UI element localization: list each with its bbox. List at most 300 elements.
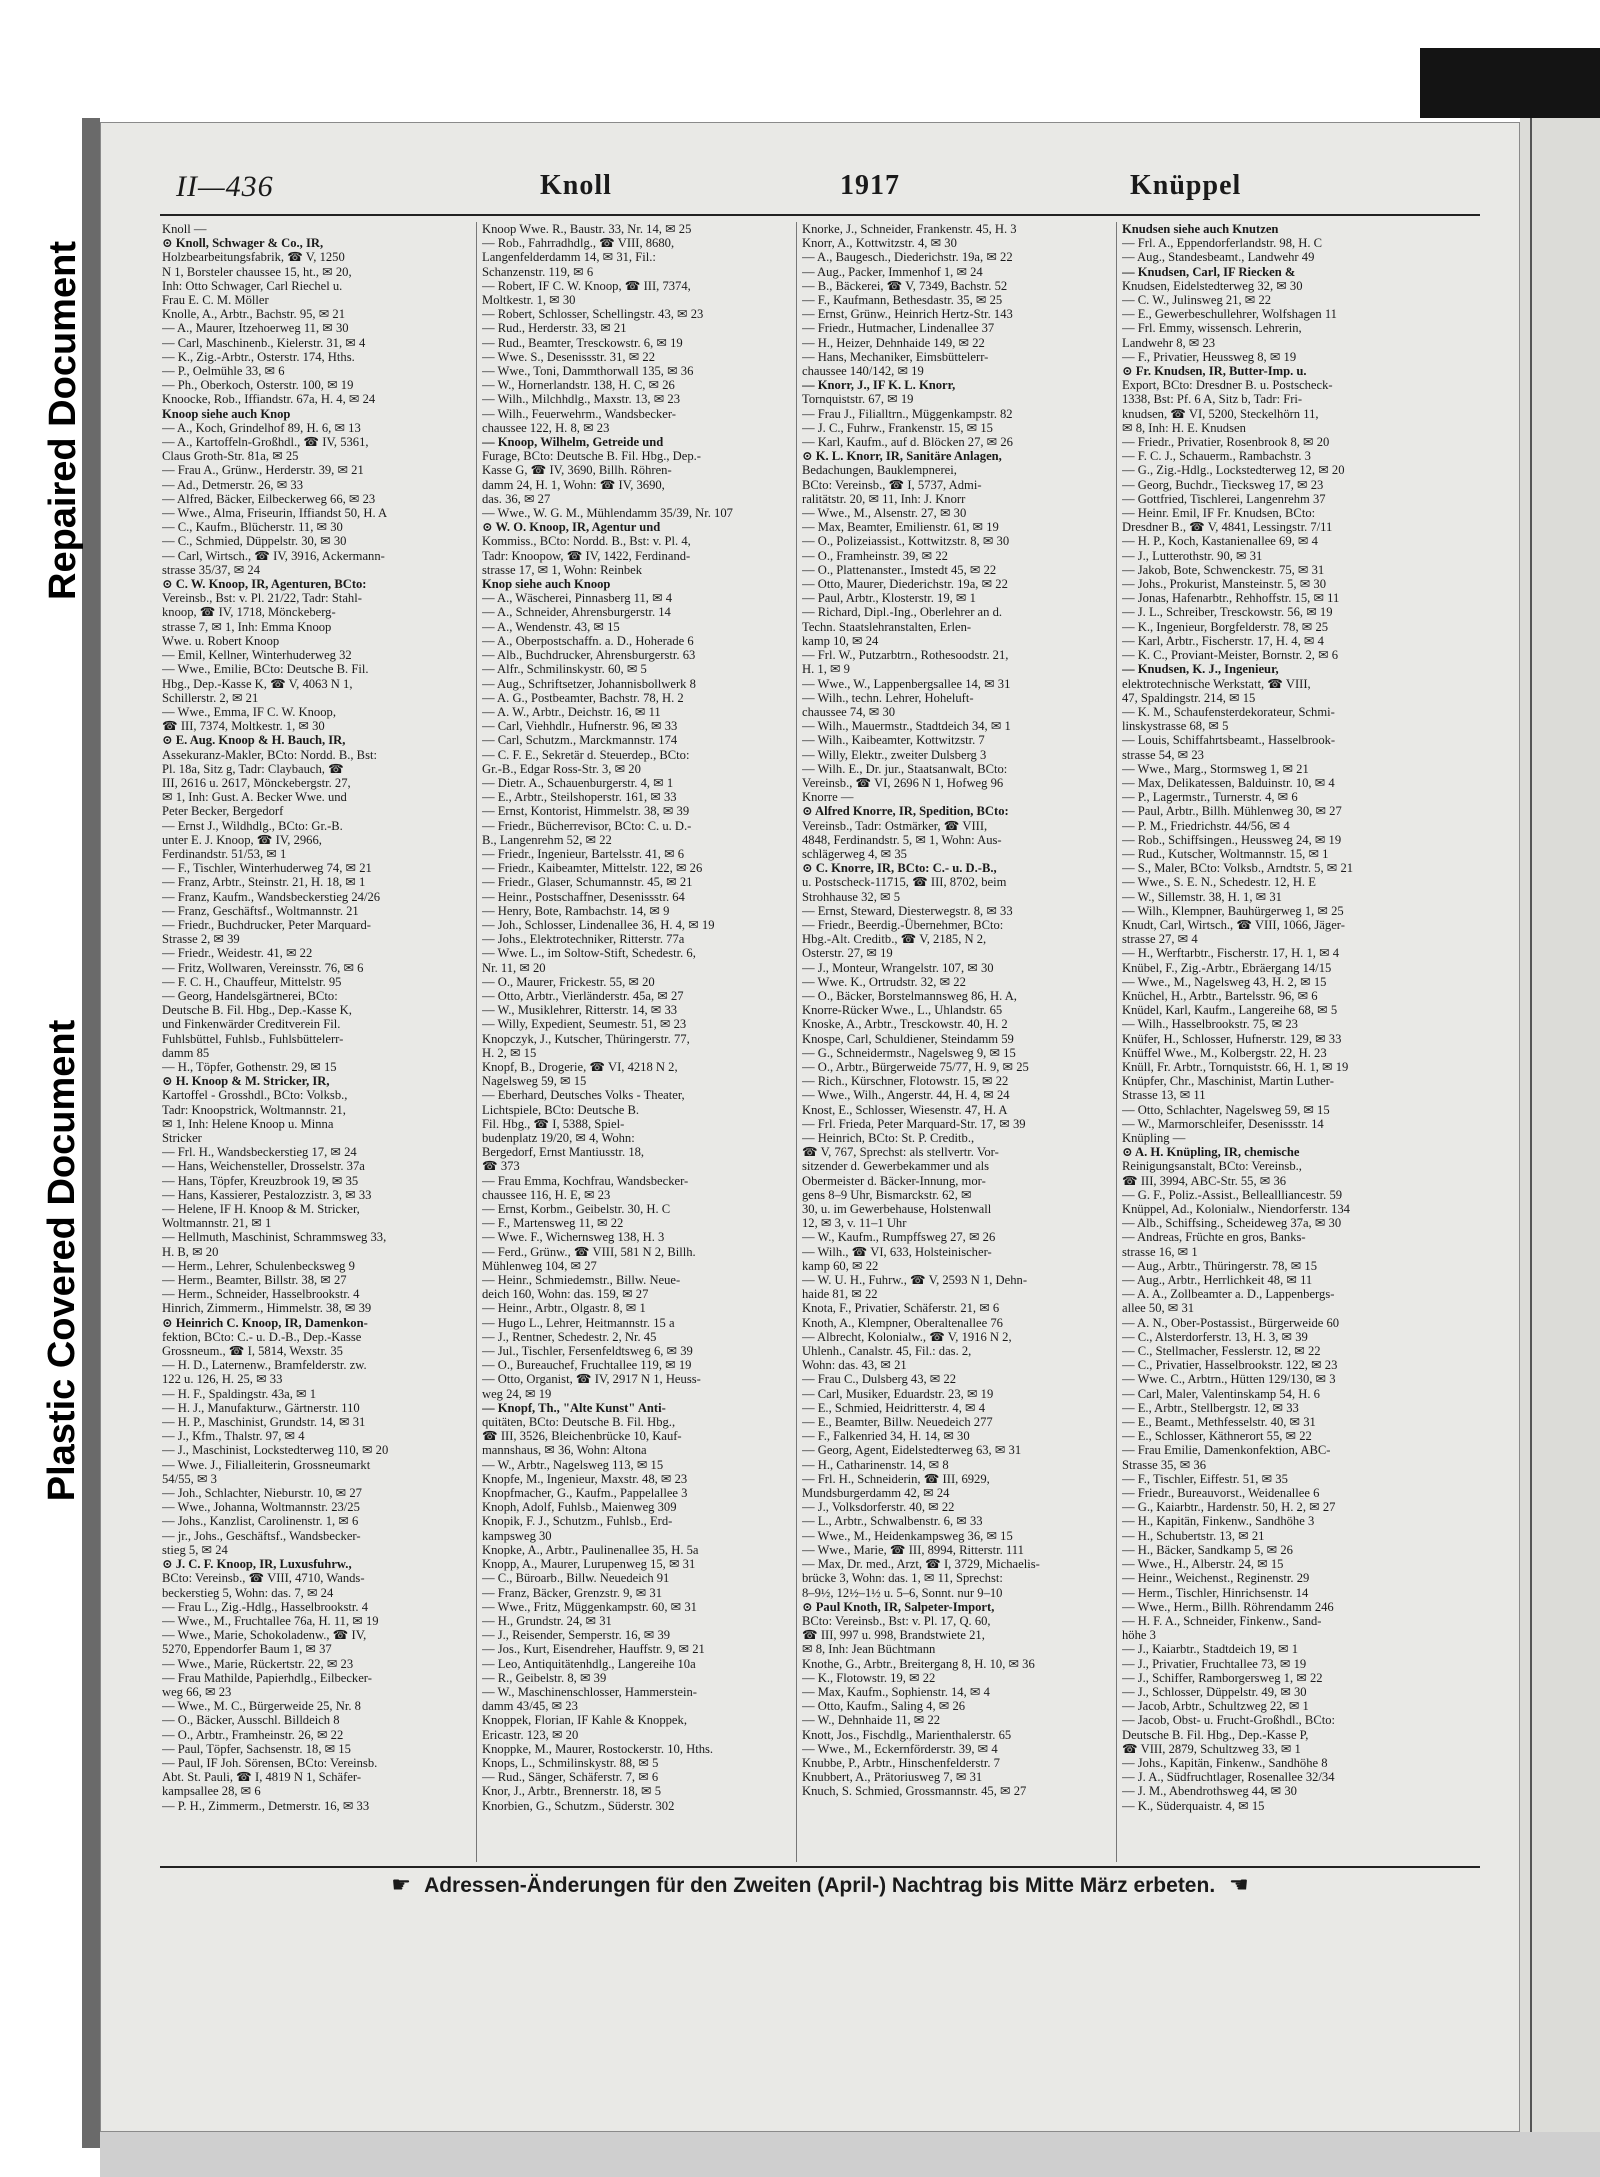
directory-entry: das. 36, ✉ 27 — [482, 491, 551, 506]
directory-entry: Knop siehe auch Knoop — [482, 577, 611, 592]
directory-entry: — W., Hornerlandstr. 138, H. C, ✉ 26 — [482, 378, 675, 393]
directory-entry: schlägerweg 4, ✉ 35 — [802, 846, 907, 861]
directory-entry: — Frau L., Zig.-Hdlg., Hasselbrookstr. 4 — [162, 1599, 369, 1614]
directory-entry: — Heinrich, BCto: St. P. Creditb., — [802, 1131, 975, 1145]
directory-entry: — H. J., Manufakturw., Gärtnerstr. 110 — [162, 1400, 360, 1415]
directory-entry: Strasse 13, ✉ 11 — [1122, 1088, 1206, 1103]
directory-entry: — Frl. Frieda, Peter Marquard-Str. 17, ✉ 39 — [802, 1116, 1026, 1131]
directory-entry: BCto: Vereinsb., Bst: v. Pl. 17, Q. 60, — [802, 1613, 991, 1628]
directory-entry: 54/55, ✉ 3 — [162, 1471, 217, 1486]
column-divider — [796, 222, 797, 1862]
directory-entry: höhe 3 — [1122, 1628, 1156, 1643]
directory-entry: Tornquiststr. 67, ✉ 19 — [802, 392, 914, 407]
directory-entry: — Frl. W., Putzarbtrn., Rothesoodstr. 21, — [802, 648, 1009, 663]
directory-entry: allee 50, ✉ 31 — [1122, 1301, 1195, 1316]
directory-entry: III, 2616 u. 2617, Mönckebergstr. 27, — [162, 775, 351, 790]
directory-entry: strasse 35/37, ✉ 24 — [162, 562, 261, 577]
directory-entry: strasse 54, ✉ 23 — [1122, 747, 1204, 762]
directory-entry: — Knudsen, K. J., Ingenieur, — [1122, 662, 1279, 677]
directory-entry: — Wwe., M., Fruchtallee 76a, H. 11, ✉ 19 — [162, 1613, 379, 1628]
directory-entry: Gr.-B., Edgar Ross-Str. 3, ✉ 20 — [482, 761, 641, 776]
directory-entry: — C., Kaufm., Blücherstr. 11, ✉ 30 — [162, 520, 343, 535]
directory-entry: — Knorr, J., IF K. L. Knorr, — [802, 378, 956, 393]
directory-entry: — Jul., Tischler, Fersenfeldtsweg 6, ✉ 39 — [482, 1344, 693, 1359]
column-divider — [476, 222, 477, 1862]
directory-entry: Knoppke, M., Maurer, Rostockerstr. 10, Hths. — [482, 1741, 714, 1756]
directory-entry: — Fritz, Wollwaren, Vereinsstr. 76, ✉ 6 — [162, 960, 364, 975]
plastic-covered-text: Plastic Covered Document — [41, 1019, 84, 1501]
directory-entry: — A. G., Postbeamter, Bachstr. 78, H. 2 — [482, 690, 684, 705]
directory-entry: Knüdel, Karl, Kaufm., Langereihe 68, ✉ 5 — [1122, 1003, 1338, 1018]
directory-entry: Knorbien, G., Schutzm., Süderstr. 302 — [482, 1798, 675, 1813]
directory-entry: Ericastr. 123, ✉ 20 — [482, 1727, 579, 1742]
directory-entry: weg 66, ✉ 23 — [162, 1684, 232, 1699]
directory-entry: ⊙ H. Knoop & M. Stricker, IR, — [162, 1074, 330, 1089]
directory-entry: Grossneum., ☎ I, 5814, Wexstr. 35 — [162, 1344, 343, 1359]
directory-entry: Holzbearbeitungsfabrik, ☎ V, 1250 — [162, 250, 345, 265]
directory-entry: — H. P., Maschinist, Grundstr. 14, ✉ 31 — [162, 1415, 366, 1430]
directory-entry: brücke 3, Wohn: das. 1, ✉ 11, Sprechst: — [802, 1571, 1003, 1586]
directory-entry: linskystrasse 68, ✉ 5 — [1122, 719, 1229, 734]
directory-entry: Abt. St. Pauli, ☎ I, 4819 N 1, Schäfer- — [162, 1770, 362, 1785]
directory-entry: — Franz, Arbtr., Steinstr. 21, H. 18, ✉ 1 — [162, 875, 366, 890]
directory-entry: Knoske, A., Arbtr., Tresckowstr. 40, H. 2 — [802, 1017, 1008, 1032]
directory-entry: — Heinr. Emil, IF Fr. Knudsen, BCto: — [1122, 506, 1316, 521]
directory-entry: Nr. 11, ✉ 20 — [482, 960, 546, 975]
directory-entry: — Jacob, Obst- u. Frucht-Großhdl., BCto: — [1122, 1713, 1336, 1728]
directory-entry: strasse 16, ✉ 1 — [1122, 1244, 1198, 1259]
directory-entry: 47, Spaldingstr. 214, ✉ 15 — [1122, 690, 1256, 705]
directory-entry: Strasse 35, ✉ 36 — [1122, 1457, 1207, 1472]
directory-entry: Knopf, B., Drogerie, ☎ VI, 4218 N 2, — [482, 1059, 678, 1074]
directory-entry: — Carl, Wirtsch., ☎ IV, 3916, Ackermann- — [162, 548, 385, 563]
directory-entry: Knopfe, M., Ingenieur, Maxstr. 48, ✉ 23 — [482, 1471, 688, 1486]
directory-entry: — J., Monteur, Wrangelstr. 107, ✉ 30 — [802, 960, 994, 975]
directory-entry: — Ernst, Steward, Diesterwegstr. 8, ✉ 33 — [802, 903, 1013, 918]
directory-entry: Mundsburgerdamm 42, ✉ 24 — [802, 1486, 950, 1501]
directory-entry: Bergedorf, Ernst Mantiusstr. 18, — [482, 1145, 645, 1160]
directory-entry: — H., Bäcker, Sandkamp 5, ✉ 26 — [1122, 1542, 1293, 1557]
directory-entry: — Heinr., Postschaffner, Desenissstr. 64 — [482, 889, 685, 904]
directory-entry: strasse 7, ✉ 1, Inh: Emma Knoop — [162, 619, 332, 634]
directory-entry: — F., Martensweg 11, ✉ 22 — [482, 1216, 624, 1231]
directory-entry: — Wwe., Herm., Billh. Röhrendamm 246 — [1122, 1599, 1334, 1614]
directory-entry: — C., Schmied, Düppelstr. 30, ✉ 30 — [162, 534, 347, 549]
directory-entry: — H., Grundstr. 24, ✉ 31 — [482, 1613, 612, 1628]
directory-entry: — Wilh. E., Dr. jur., Staatsanwalt, BCto: — [802, 761, 1008, 776]
directory-entry: — Frau Emilie, Damenkonfektion, ABC- — [1122, 1443, 1331, 1458]
directory-entry: Knoocke, Rob., Iffiandstr. 67a, H. 4, ✉ 24 — [162, 392, 376, 407]
directory-entry: Knopfmacher, G., Kaufm., Pappelallee 3 — [482, 1486, 688, 1501]
directory-entry: — Heinr., Schmiedemstr., Billw. Neue- — [482, 1273, 681, 1288]
directory-entry: weg 24, ✉ 19 — [482, 1386, 552, 1401]
directory-entry: ⊙ A. H. Knüpling, IR, chemische — [1122, 1145, 1300, 1160]
directory-entry: ⊙ W. O. Knoop, IR, Agentur und — [482, 520, 661, 535]
directory-entry: stieg 5, ✉ 24 — [162, 1542, 228, 1557]
directory-entry: ⊙ Alfred Knorre, IR, Spedition, BCto: — [802, 804, 1009, 819]
directory-entry: — O., Bureauchef, Fruchtallee 119, ✉ 19 — [482, 1358, 692, 1373]
directory-entry: Wwe. u. Robert Knoop — [162, 633, 280, 648]
directory-entry: — W., Marmorschleifer, Desenissstr. 14 — [1122, 1116, 1324, 1131]
directory-entry: — A. A., Zollbeamter a. D., Lappenbergs- — [1122, 1287, 1335, 1302]
directory-entry: Knorke, J., Schneider, Frankenstr. 45, H. 3 — [802, 222, 1017, 236]
directory-entry: — Johs., Elektrotechniker, Ritterstr. 77a — [482, 932, 685, 947]
directory-entry: ✉ 1, Inh: Gust. A. Becker Wwe. und — [162, 790, 347, 805]
directory-entry: Knorr, A., Kottwitzstr. 4, ✉ 30 — [802, 236, 957, 251]
directory-entry: — Paul, Töpfer, Sachsenstr. 18, ✉ 15 — [162, 1741, 351, 1756]
directory-entry: N 1, Borsteler chaussee 15, ht., ✉ 20, — [162, 264, 352, 279]
directory-entry: — Carl, Maschinenb., Kielerstr. 31, ✉ 4 — [162, 335, 366, 350]
directory-entry: Langenfelderdamm 14, ✉ 31, Fil.: — [482, 250, 656, 265]
directory-entry: — Wwe., M., Alsenstr. 27, ✉ 30 — [802, 506, 967, 521]
directory-entry: — A. N., Ober-Postassist., Bürgerweide 60 — [1122, 1315, 1340, 1330]
directory-entry: BCto: Vereinsb., ☎ I, 5737, Admi- — [802, 477, 982, 492]
directory-entry: strasse 27, ✉ 4 — [1122, 932, 1198, 947]
directory-entry: — G., Kaiarbtr., Hardenstr. 50, H. 2, ✉ 27 — [1122, 1500, 1336, 1515]
directory-entry: — G., Schneidermstr., Nagelsweg 9, ✉ 15 — [802, 1045, 1016, 1060]
directory-entry: — C., Privatier, Hasselbrookstr. 122, ✉ 23 — [1122, 1358, 1338, 1373]
directory-entry: — A., Kartoffeln-Großhdl., ☎ IV, 5361, — [162, 435, 369, 450]
column-1 — [162, 222, 477, 1862]
directory-entry: knudsen, ☎ VI, 5200, Steckelhörn 11, — [1122, 406, 1319, 421]
directory-entry: — Aug., Schriftsetzer, Johannisbollwerk 8 — [482, 676, 696, 691]
directory-entry: — C. W., Julinsweg 21, ✉ 22 — [1122, 293, 1272, 308]
directory-entry: H. B, ✉ 20 — [162, 1244, 219, 1259]
directory-entry: Knoop siehe auch Knop — [162, 406, 291, 421]
directory-entry: — R., Geibelstr. 8, ✉ 39 — [482, 1670, 607, 1685]
directory-entry: — C., Stellmacher, Fesslerstr. 12, ✉ 22 — [1122, 1344, 1321, 1359]
directory-entry: — Ernst J., Wildhdlg., BCto: Gr.-B. — [162, 818, 343, 833]
directory-entry: H. 2, ✉ 15 — [482, 1045, 537, 1060]
directory-entry: — H., Werftarbtr., Fischerstr. 17, H. 1, ✉ 4 — [1122, 946, 1340, 961]
directory-entry: — J. C., Fuhrw., Frankenstr. 15, ✉ 15 — [802, 420, 993, 435]
directory-entry: — Wwe., H., Alberstr. 24, ✉ 15 — [1122, 1557, 1284, 1572]
directory-entry: — Ernst, Kontorist, Himmelstr. 38, ✉ 39 — [482, 804, 690, 819]
header-last-name: Knüppel — [1130, 170, 1242, 201]
directory-entry: — Wwe. L., im Soltow-Stift, Schedestr. 6, — [482, 946, 696, 961]
directory-entry: BCto: Vereinsb., ☎ VIII, 4710, Wands- — [162, 1571, 365, 1586]
directory-entry: — P. M., Friedrichstr. 44/56, ✉ 4 — [1122, 818, 1290, 833]
directory-entry: — Herm., Beamter, Billstr. 38, ✉ 27 — [162, 1273, 347, 1288]
column-2 — [482, 222, 797, 1862]
directory-entry: — Wwe., S. E. N., Schedestr. 12, H. E — [1122, 875, 1316, 890]
directory-entry: — H., Catharinenstr. 14, ✉ 8 — [802, 1457, 949, 1472]
directory-entry: — Robert, IF C. W. Knoop, ☎ III, 7374, — [482, 278, 691, 293]
directory-entry: — Leo, Antiquitätenhdlg., Langereihe 10a — [482, 1656, 696, 1671]
directory-entry: — Friedr., Privatier, Rosenbrook 8, ✉ 20 — [1122, 435, 1330, 450]
directory-entry: chaussee 140/142, ✉ 19 — [802, 364, 924, 379]
directory-entry: — Joh., Schlachter, Nieburstr. 10, ✉ 27 — [162, 1486, 362, 1501]
directory-entry: ☎ 373 — [482, 1159, 520, 1174]
directory-entry: — Jakob, Bote, Schwenckestr. 75, ✉ 31 — [1122, 562, 1325, 577]
directory-entry: — J., Schiffer, Ramborgersweg 1, ✉ 22 — [1122, 1670, 1323, 1685]
directory-entry: ⊙ Heinrich C. Knoop, IR, Damenkon- — [162, 1315, 368, 1330]
directory-entry: damm 85 — [162, 1045, 210, 1060]
directory-entry: — Wwe. J., Filialleiterin, Grossneumarkt — [162, 1457, 371, 1472]
directory-entry: — Hans, Kassierer, Pestalozzistr. 3, ✉ 33 — [162, 1187, 372, 1202]
column-3 — [802, 222, 1117, 1862]
directory-entry: chaussee 74, ✉ 30 — [802, 704, 896, 719]
directory-entry: budenplatz 19/20, ✉ 4, Wohn: — [482, 1131, 635, 1145]
directory-entry: — J., Reisender, Semperstr. 16, ✉ 39 — [482, 1628, 671, 1643]
directory-entry: — Emil, Kellner, Winterhuderweg 32 — [162, 648, 352, 663]
directory-entry: — Knopf, Th., "Alte Kunst" Anti- — [482, 1400, 666, 1415]
directory-entry: — O., Polizeiassist., Kottwitzstr. 8, ✉ 30 — [802, 534, 1010, 549]
directory-entry: — J., Schlosser, Düppelstr. 49, ✉ 30 — [1122, 1684, 1307, 1699]
directory-entry: quitäten, BCto: Deutsche B. Fil. Hbg., — [482, 1415, 676, 1430]
page-number: II—436 — [176, 170, 274, 203]
directory-entry: — O., Bäcker, Ausschl. Billdeich 8 — [162, 1713, 340, 1728]
directory-entry: 12, ✉ 3, v. 11–1 Uhr — [802, 1216, 907, 1231]
directory-entry: kamp 10, ✉ 24 — [802, 633, 879, 648]
directory-entry: — P., Oelmühle 33, ✉ 6 — [162, 364, 285, 379]
directory-entry: — Wwe., Alma, Friseurin, Iffiandst 50, H. A — [162, 506, 388, 521]
directory-entry: ☎ V, 767, Sprechst: als stellvertr. Vor- — [802, 1145, 999, 1160]
directory-entry: Knothe, G., Arbtr., Breitergang 8, H. 10, ✉ 36 — [802, 1656, 1035, 1671]
directory-entry: — Heinr., Arbtr., Olgastr. 8, ✉ 1 — [482, 1301, 646, 1316]
directory-entry: — Wwe., Marie, Schokoladenw., ☎ IV, — [162, 1628, 367, 1643]
directory-entry: Strohhause 32, ✉ 5 — [802, 889, 901, 904]
directory-entry: beckerstieg 5, Wohn: das. 7, ✉ 24 — [162, 1585, 334, 1600]
directory-entry: ✉ 1, Inh: Helene Knoop u. Minna — [162, 1116, 334, 1131]
directory-entry: — Rob., Fahrradhdlg., ☎ VIII, 8680, — [482, 236, 675, 251]
directory-entry: — O., Bäcker, Borstelmannsweg 86, H. A, — [802, 988, 1017, 1003]
directory-entry: chaussee 122, H. 8, ✉ 23 — [482, 420, 610, 435]
directory-entry: — H. F. A., Schneider, Finkenw., Sand- — [1122, 1613, 1322, 1628]
directory-entry: — Max, Dr. med., Arzt, ☎ I, 3729, Michaelis- — [802, 1557, 1040, 1572]
directory-entry: — Robert, Schlosser, Schellingstr. 43, ✉ 23 — [482, 307, 704, 322]
directory-entry: — F., Privatier, Heussweg 8, ✉ 19 — [1122, 349, 1297, 364]
directory-entry: — Friedr., Weidestr. 41, ✉ 22 — [162, 946, 313, 961]
directory-entry: — Paul, Arbtr., Klosterstr. 19, ✉ 1 — [802, 591, 976, 606]
directory-entry: — Paul, IF Joh. Sörensen, BCto: Vereinsb. — [162, 1755, 378, 1770]
directory-entry: — Friedr., Glaser, Schumannstr. 45, ✉ 21 — [482, 875, 693, 890]
directory-entry: elektrotechnische Werkstatt, ☎ VIII, — [1122, 676, 1311, 691]
directory-entry: ⊙ C. W. Knoop, IR, Agenturen, BCto: — [162, 577, 367, 592]
directory-entry: — H., Kapitän, Finkenw., Sandhöhe 3 — [1122, 1514, 1315, 1529]
directory-entry: — S., Maler, BCto: Volksb., Arndtstr. 5, ✉ 21 — [1122, 861, 1354, 876]
directory-entry: Strasse 2, ✉ 39 — [162, 932, 240, 947]
directory-entry: Assekuranz-Makler, BCto: Nordd. B., Bst: — [162, 747, 377, 762]
directory-entry: Kasse G, ☎ IV, 3690, Billh. Röhren- — [482, 463, 672, 478]
directory-entry: unter E. J. Knoop, ☎ IV, 2966, — [162, 832, 322, 847]
directory-entry: — A., Wendenstr. 43, ✉ 15 — [482, 619, 620, 634]
directory-entry: — Georg, Agent, Eidelstedterweg 63, ✉ 31 — [802, 1443, 1022, 1458]
directory-entry: — Georg, Handelsgärtnerei, BCto: — [162, 988, 338, 1003]
directory-entry: — Willy, Expedient, Seumestr. 51, ✉ 23 — [482, 1017, 687, 1032]
scan-margin-top — [100, 0, 1600, 46]
directory-entry: — Max, Beamter, Emilienstr. 61, ✉ 19 — [802, 520, 999, 535]
directory-entry: Knüchel, H., Arbtr., Bartelsstr. 96, ✉ 6 — [1122, 988, 1318, 1003]
directory-entry: — J., Maschinist, Lockstedterweg 110, ✉ 20 — [162, 1443, 389, 1458]
directory-entry: — Friedr., Kaibeamter, Mittelstr. 122, ✉ 26 — [482, 861, 703, 876]
directory-entry: — J., Rentner, Schedestr. 2, Nr. 45 — [482, 1329, 657, 1344]
directory-entry: — Franz, Bäcker, Grenzstr. 9, ✉ 31 — [482, 1585, 663, 1600]
directory-entry: Vereinsb., Bst: v. Pl. 21/22, Tadr: Stahl- — [162, 591, 362, 606]
directory-entry: — Jonas, Hafenarbtr., Rehhoffstr. 15, ✉ 11 — [1122, 591, 1340, 606]
directory-entry: — Friedr., Buchdrucker, Peter Marquard- — [162, 917, 371, 932]
directory-entry: ⊙ E. Aug. Knoop & H. Bauch, IR, — [162, 733, 346, 748]
directory-entry: Frau E. C. M. Möller — [162, 293, 269, 308]
directory-entry: chaussee 116, H. E, ✉ 23 — [482, 1187, 611, 1202]
directory-entry: — Wwe., M., Eckernförderstr. 39, ✉ 4 — [802, 1741, 998, 1756]
directory-entry: Uhlenh., Canalstr. 45, Fil.: das. 2, — [802, 1344, 972, 1359]
directory-entry: — Frau Emma, Kochfrau, Wandsbecker- — [482, 1173, 689, 1188]
directory-entry: — E., Arbtr., Steilshoperstr. 161, ✉ 33 — [482, 790, 677, 805]
directory-entry: — Wilh., Kaibeamter, Kottwitzstr. 7 — [802, 733, 985, 748]
directory-entry: — Frl. Emmy, wissensch. Lehrerin, — [1122, 321, 1302, 336]
directory-entry: Knudsen siehe auch Knutzen — [1122, 222, 1279, 236]
directory-entry: — A., Baugesch., Diederichstr. 19a, ✉ 22 — [802, 250, 1013, 265]
directory-entry: ⊙ Knoll, Schwager & Co., IR, — [162, 236, 324, 251]
directory-entry: — A., Oberpostschaffn. a. D., Hoherade 6 — [482, 633, 694, 648]
directory-entry: Knoop Wwe. R., Baustr. 33, Nr. 14, ✉ 25 — [482, 222, 692, 236]
directory-entry: Reinigungsanstalt, BCto: Vereinsb., — [1122, 1159, 1302, 1174]
directory-entry: gens 8–9 Uhr, Bismarckstr. 62, ✉ — [802, 1187, 972, 1202]
directory-entry: haide 81, ✉ 22 — [802, 1287, 878, 1302]
directory-entry: — A. W., Arbtr., Deichstr. 16, ✉ 11 — [482, 704, 661, 719]
scan-margin-bottom — [100, 2132, 1600, 2177]
directory-entry: — H., Töpfer, Gothenstr. 29, ✉ 15 — [162, 1059, 337, 1074]
directory-entry: Claus Groth-Str. 81a, ✉ 25 — [162, 449, 299, 464]
directory-entry: — Knudsen, Carl, IF Riecken & — [1122, 264, 1296, 279]
directory-entry: 122 u. 126, H. 25, ✉ 33 — [162, 1372, 283, 1387]
directory-entry: Wohn: das. 43, ✉ 21 — [802, 1358, 907, 1373]
next-page-strip — [1520, 118, 1600, 2158]
directory-entry: — Rich., Kürschner, Flotowstr. 15, ✉ 22 — [802, 1074, 1009, 1089]
directory-entry: — jr., Johs., Geschäftsf., Wandsbecker- — [162, 1528, 361, 1543]
directory-entry: — Otto, Organist, ☎ IV, 2917 N 1, Heuss- — [482, 1372, 701, 1387]
directory-entry: Knor, J., Arbtr., Brennerstr. 18, ✉ 5 — [482, 1784, 661, 1799]
directory-entry: Knops, L., Schmilinskystr. 88, ✉ 5 — [482, 1755, 659, 1770]
directory-entry: Vereinsb., Tadr: Ostmärker, ☎ VIII, — [802, 818, 988, 833]
directory-entry: Nagelsweg 59, ✉ 15 — [482, 1074, 587, 1089]
directory-entry: ⊙ C. Knorre, IR, BCto: C.- u. D.-B., — [802, 861, 997, 876]
directory-entry: — Friedr., Beerdig.-Übernehmer, BCto: — [802, 917, 1004, 932]
directory-entry: Knopke, A., Arbtr., Paulinenallee 35, H. 5a — [482, 1542, 699, 1557]
directory-entry: Knüffel Wwe., M., Kolbergstr. 22, H. 23 — [1122, 1045, 1327, 1060]
directory-entry: — Rud., Kutscher, Woltmannstr. 15, ✉ 1 — [1122, 846, 1329, 861]
pointing-hand-left-icon: ☛ — [391, 1872, 411, 1897]
directory-entry: — J. M., Abendrothsweg 44, ✉ 30 — [1122, 1784, 1297, 1799]
directory-entry: — O., Plattenanster., Imstedt 45, ✉ 22 — [802, 562, 997, 577]
scan-corner-shadow — [1420, 48, 1600, 118]
directory-entry: knoop, ☎ IV, 1718, Mönckeberg- — [162, 605, 336, 620]
directory-entry: Hinrich, Zimmerm., Himmelstr. 38, ✉ 39 — [162, 1301, 372, 1316]
directory-entry: — Carl, Maler, Valentinskamp 54, H. 6 — [1122, 1386, 1320, 1401]
directory-entry: Dresdner B., ☎ V, 4841, Lessingstr. 7/11 — [1122, 520, 1333, 535]
directory-entry: — Hans, Weichensteller, Drosselstr. 37a — [162, 1159, 365, 1174]
directory-entry: ⊙ J. C. F. Knoop, IR, Luxusfuhrw., — [162, 1557, 352, 1572]
directory-entry: Schillerstr. 2, ✉ 21 — [162, 690, 259, 705]
directory-entry: — Franz, Geschäftsf., Woltmannstr. 21 — [162, 903, 359, 918]
column-divider — [1116, 222, 1117, 1862]
directory-entry: — Alfr., Schmilinskystr. 60, ✉ 5 — [482, 662, 647, 677]
directory-entry: — E., Schlosser, Käthnerort 55, ✉ 22 — [1122, 1429, 1312, 1444]
directory-entry: ⊙ K. L. Knorr, IR, Sanitäre Anlagen, — [802, 449, 1002, 464]
directory-entry: Knubbert, A., Prätoriusweg 7, ✉ 31 — [802, 1770, 983, 1785]
directory-entry: — E., Beamt., Methfesselstr. 40, ✉ 31 — [1122, 1415, 1316, 1430]
directory-entry: — F. C. H., Chauffeur, Mittelstr. 95 — [162, 974, 342, 989]
directory-entry: — Wwe., M., Heidenkampsweg 36, ✉ 15 — [802, 1528, 1013, 1543]
directory-entry: Knuch, S. Schmied, Grossmannstr. 45, ✉ 27 — [802, 1784, 1027, 1799]
directory-entry: Schanzenstr. 119, ✉ 6 — [482, 264, 594, 279]
directory-entry: — Carl, Musiker, Eduardstr. 23, ✉ 19 — [802, 1386, 994, 1401]
directory-entry: — Max, Kaufm., Sophienstr. 14, ✉ 4 — [802, 1684, 990, 1699]
directory-entry: — Ph., Oberkoch, Osterstr. 100, ✉ 19 — [162, 378, 354, 393]
directory-entry: — K., Süderquaistr. 4, ✉ 15 — [1122, 1798, 1265, 1813]
directory-entry: Vereinsb., ☎ VI, 2696 N 1, Hofweg 96 — [802, 775, 1004, 790]
directory-entry: Inh: Otto Schwager, Carl Riechel u. — [162, 278, 343, 293]
directory-entry: — Wwe., Marie, Rückertstr. 22, ✉ 23 — [162, 1656, 354, 1671]
directory-entry: — Herm., Schneider, Hasselbrookstr. 4 — [162, 1287, 360, 1302]
directory-entry: — C. F. E., Sekretär d. Steuerdep., BCto: — [482, 747, 690, 762]
directory-entry: — Friedr., Bücherrevisor, BCto: C. u. D.- — [482, 818, 692, 833]
directory-entry: Knoppek, Florian, IF Kahle & Knoppek, — [482, 1713, 687, 1728]
directory-entry: — P. H., Zimmerm., Detmerstr. 16, ✉ 33 — [162, 1798, 370, 1813]
directory-entry: Tadr: Knoopow, ☎ IV, 1422, Ferdinand- — [482, 548, 691, 563]
directory-entry: — Hellmuth, Maschinist, Schrammsweg 33, — [162, 1230, 387, 1245]
directory-entry: 8–9½, 12½–1½ u. 5–6, Sonnt. nur 9–10 — [802, 1585, 1003, 1600]
directory-entry: Knübel, F., Zig.-Arbtr., Ebräergang 14/15 — [1122, 960, 1332, 975]
directory-entry: — Wwe., Wilh., Angerstr. 44, H. 4, ✉ 24 — [802, 1088, 1010, 1103]
directory-entry: Knüpfer, Chr., Maschinist, Martin Luther- — [1122, 1074, 1334, 1089]
directory-entry: — E., Schmied, Heidritterstr. 4, ✉ 4 — [802, 1400, 985, 1415]
directory-entry: — E., Arbtr., Stellbergstr. 12, ✉ 33 — [1122, 1400, 1299, 1415]
directory-entry: kampsweg 30 — [482, 1528, 552, 1543]
directory-entry: — W., Arbtr., Nagelsweg 113, ✉ 15 — [482, 1457, 664, 1472]
directory-entry: — Wilh., Hasselbrookstr. 75, ✉ 23 — [1122, 1017, 1298, 1032]
directory-entry: — Johs., Kapitän, Finkenw., Sandhöhe 8 — [1122, 1755, 1328, 1770]
directory-entry: mannshaus, ✉ 36, Wohn: Altona — [482, 1443, 647, 1458]
directory-entry: — W., Maschinenschlosser, Hammerstein- — [482, 1684, 697, 1699]
directory-entry: — Frl. A., Eppendorferlandstr. 98, H. C — [1122, 236, 1323, 251]
directory-entry: Knolle, A., Arbtr., Bachstr. 95, ✉ 21 — [162, 307, 346, 322]
directory-entry: — Hans, Töpfer, Kreuzbrook 19, ✉ 35 — [162, 1173, 359, 1188]
directory-entry: — Hugo L., Lehrer, Heitmannstr. 15 a — [482, 1315, 675, 1330]
directory-entry: — K., Ingenieur, Borgfelderstr. 78, ✉ 25 — [1122, 619, 1329, 634]
directory-entry: Knospe, Carl, Schuldiener, Steindamm 59 — [802, 1031, 1014, 1046]
directory-entry: — J., Kaiarbtr., Stadtdeich 19, ✉ 1 — [1122, 1642, 1298, 1657]
directory-entry: — Karl, Kaufm., auf d. Blöcken 27, ✉ 26 — [802, 435, 1013, 450]
footer-rule — [160, 1866, 1480, 1868]
directory-entry: Knott, Jos., Fischdlg., Marienthalerstr. 65 — [802, 1727, 1012, 1742]
directory-entry: — Knoop, Wilhelm, Getreide und — [482, 435, 664, 450]
directory-entry: Deutsche B. Fil. Hbg., Dep.-Kasse P, — [1122, 1727, 1309, 1742]
directory-entry: — W. U. H., Fuhrw., ☎ V, 2593 N 1, Dehn- — [802, 1273, 1028, 1288]
directory-entry: — J., Volksdorferstr. 40, ✉ 22 — [802, 1500, 955, 1515]
directory-entry: — Wwe., Fritz, Müggenkampstr. 60, ✉ 31 — [482, 1599, 697, 1614]
directory-entry: Knüppel, Ad., Kolonialw., Niendorferstr. 134 — [1122, 1202, 1350, 1217]
directory-entry: — Wilh., Feuerwehrm., Wandsbecker- — [482, 406, 676, 421]
directory-entry: — K. M., Schaufensterdekorateur, Schmi- — [1122, 704, 1335, 719]
directory-entry: — Hans, Mechaniker, Eimsbüttelerr- — [802, 349, 989, 364]
directory-entry: — Frau C., Dulsberg 43, ✉ 22 — [802, 1372, 957, 1387]
directory-entry: — Rob., Schiffsingen., Heussweg 24, ✉ 19 — [1122, 832, 1342, 847]
repaired-document-label — [28, 160, 98, 680]
directory-entry: — Aug., Arbtr., Herrlichkeit 48, ✉ 11 — [1122, 1273, 1313, 1288]
directory-entry: — Eberhard, Deutsches Volks - Theater, — [482, 1088, 685, 1103]
directory-entry: — Ferd., Grünw., ☎ VIII, 581 N 2, Billh. — [482, 1244, 696, 1259]
directory-entry: — F., Kaufmann, Bethesdastr. 35, ✉ 25 — [802, 293, 1003, 308]
directory-entry: — Otto, Maurer, Diederichstr. 19a, ✉ 22 — [802, 577, 1008, 592]
directory-entry: Osterstr. 27, ✉ 19 — [802, 946, 893, 961]
directory-entry: — A., Maurer, Itzehoerweg 11, ✉ 30 — [162, 321, 349, 336]
directory-entry: — F. C. J., Schauerm., Rambachstr. 3 — [1122, 449, 1311, 464]
directory-entry: — Wwe. F., Wichernsweg 138, H. 3 — [482, 1230, 665, 1245]
directory-entry: — O., Arbtr., Framheinstr. 26, ✉ 22 — [162, 1727, 344, 1742]
directory-entry: Knoth, A., Klempner, Oberaltenallee 76 — [802, 1315, 1003, 1330]
